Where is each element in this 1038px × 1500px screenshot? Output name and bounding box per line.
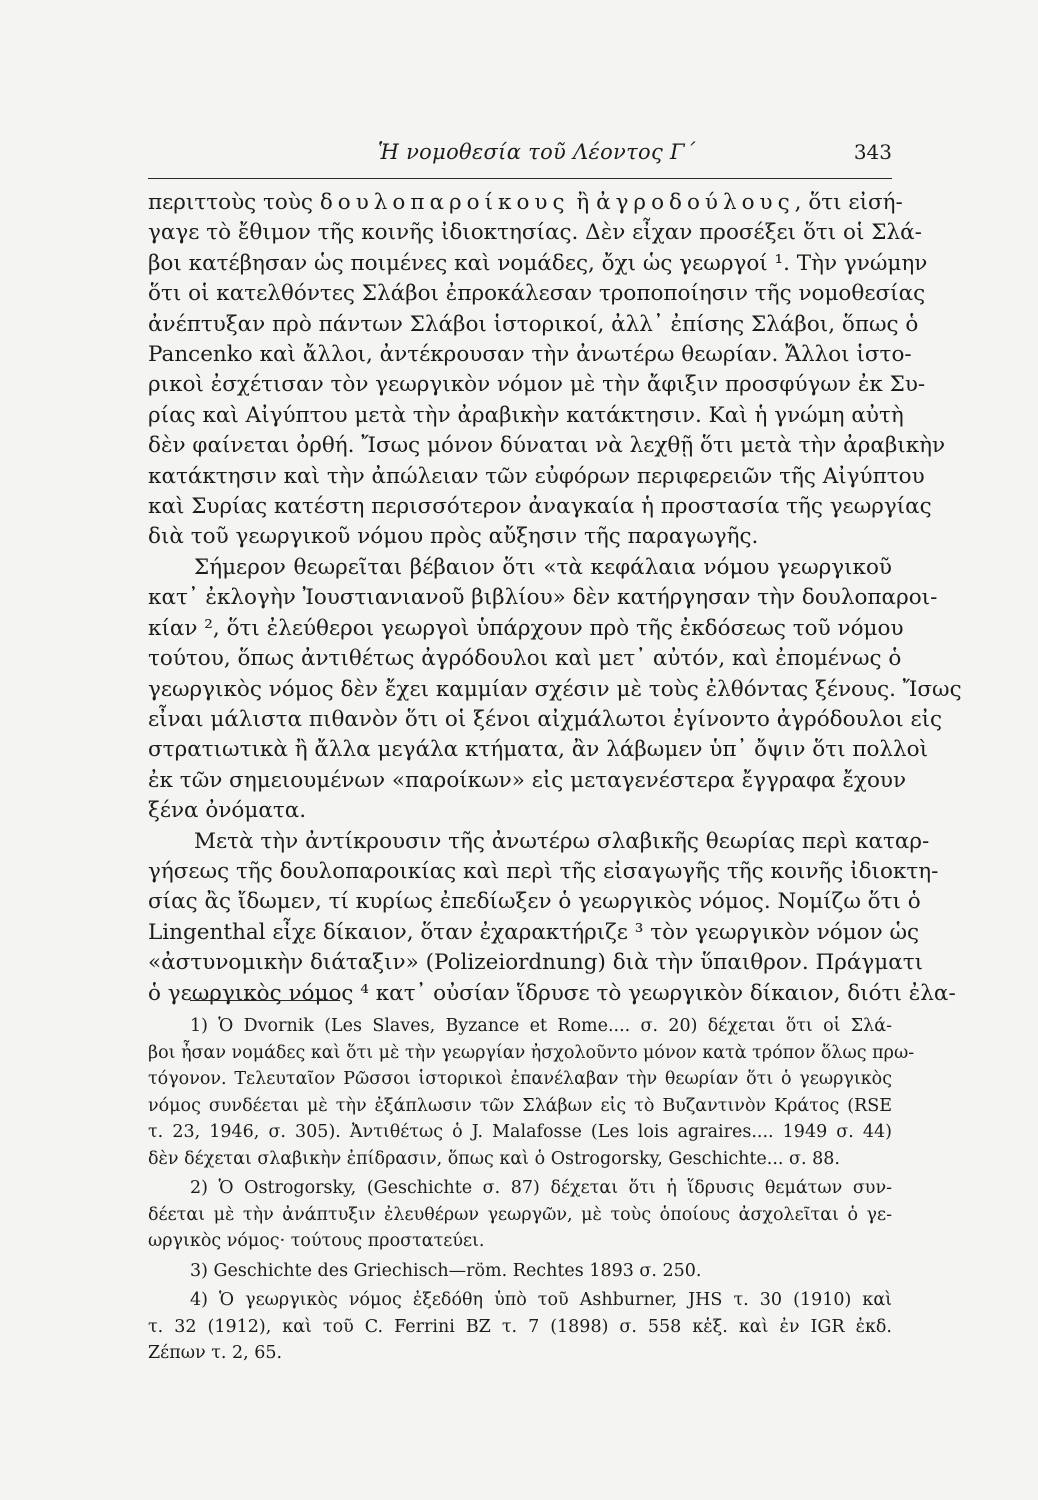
text-line: εἶναι μάλιστα πιθανὸν ὅτι οἱ ξένοι αἰχμάλωτοι ἐγίνοντο ἀγρόδουλοι εἰς	[148, 706, 943, 732]
footnote-4	[148, 1287, 892, 1367]
text-line: Μετὰ τὴν ἀντίκρουσιν τῆς ἀνωτέρω σλαβικῆς θεωρίας περὶ καταρ-	[194, 828, 930, 854]
text-line: Σήμερον θεωρεῖται βέβαιον ὅτι «τὰ κεφάλαια νόμου γεωργικοῦ	[194, 554, 892, 580]
footnote-3	[148, 1258, 892, 1285]
text-line: γαγε τὸ ἔθιμον τῆς κοινῆς ἰδιοκτησίας. Δὲν εἶχαν προσέξει ὅτι οἱ Σλά-	[148, 220, 922, 246]
text-line: ἀνέπτυξαν πρὸ πάντων Σλάβοι ἱστορικοί, ἀλλ᾽ ἐπίσης Σλάβοι, ὅπως ὁ	[148, 311, 919, 337]
running-title: Ἡ νομοθεσία τοῦ Λέοντος Γ´	[378, 140, 696, 164]
footnote-line: 1) Ὁ Dvornik (Les Slaves, Byzance et Rome.... σ. 20) δέχεται ὅτι οἱ Σλά-	[190, 1016, 892, 1036]
text-line: ρίας καὶ Αἰγύπτου μετὰ τὴν ἀραβικὴν κατάκτησιν. Καὶ ἡ γνώμη αὐτὴ	[148, 402, 904, 428]
footnotes	[148, 1013, 915, 1370]
text-line: ἐκ τῶν σημειουμένων «παροίκων» εἰς μεταγενέστερα ἔγγραφα ἔχουν	[148, 767, 907, 793]
text-line: στρατιωτικὰ ἢ ἄλλα μεγάλα κτήματα, ἂν λάβωμεν ὑπ᾽ ὄψιν ὅτι πολλοὶ	[148, 737, 929, 763]
header-rule	[148, 178, 892, 179]
text-line: «ἀστυνομικὴν διάταξιν» (Polizeiordnung) διὰ τὴν ὕπαιθρον. Πράγματι	[148, 950, 924, 976]
footnote-line: δέεται μὲ τὴν ἀνάπτυξιν ἐλευθέρων γεωργῶν, μὲ τοὺς ὁποίους ἀσχολεῖται ὁ γε-	[148, 1204, 892, 1225]
text-line: γήσεως τῆς δουλοπαροικίας καὶ περὶ τῆς εἰσαγωγῆς τῆς κοινῆς ἰδιοκτη-	[148, 858, 939, 884]
text-line: καὶ Συρίας κατέστη περισσότερον ἀναγκαία ἡ προστασία τῆς γεωργίας	[148, 494, 932, 520]
text-line: Lingenthal εἶχε δίκαιον, ὅταν ἐχαρακτήριζε ³ τὸν γεωργικὸν νόμον ὡς	[148, 919, 920, 945]
text-line: σίας ἂς ἴδωμεν, τί κυρίως ἐπεδίωξεν ὁ γεωργικὸς νόμος. Νομίζω ὅτι ὁ	[148, 889, 921, 915]
text-line: κίαν ², ὅτι ἐλεύθεροι γεωργοὶ ὑπάρχουν πρὸ τῆς ἐκδόσεως τοῦ νόμου	[148, 615, 904, 641]
footnote-line: τ. 32 (1912), καὶ τοῦ C. Ferrini BZ τ. 7 (1898) σ. 558 κἑξ. καὶ ἐν IGR ἐκδ.	[148, 1316, 892, 1337]
text-line: διὰ τοῦ γεωργικοῦ νόμου πρὸς αὔξησιν τῆς παραγωγῆς.	[148, 524, 759, 550]
footnote-line: τ. 23, 1946, σ. 305). Ἀντιθέτως ὁ J. Malafosse (Les lois agraires.... 1949 σ. 44)	[148, 1122, 892, 1142]
text-line: τούτου, ὅπως ἀντιθέτως ἀγρόδουλοι καὶ μετ᾽ αὐτόν, καὶ ἐπομένως ὁ	[148, 646, 902, 672]
text-line: ρικοὶ ἐσχέτισαν τὸν γεωργικὸν νόμον μὲ τὴν ἄφιξιν προσφύγων ἐκ Συ-	[148, 372, 926, 398]
text-line: κατάκτησιν καὶ τὴν ἀπώλειαν τῶν εὐφόρων περιφερειῶν τῆς Αἰγύπτου	[148, 463, 925, 489]
footnote-line: 2) Ὁ Ostrogorsky, (Geschichte σ. 87) δέχεται ὅτι ἡ ἵδρυσις θεμάτων συν-	[190, 1178, 892, 1198]
footnote-line: Ζέπων τ. 2, 65.	[148, 1343, 283, 1363]
text-line: κατ᾽ ἐκλογὴν Ἰουστιανιανοῦ βιβλίου» δὲν κατήργησαν τὴν δουλοπαροι-	[148, 585, 938, 611]
footnote-line: τόγονον. Τελευταῖον Ρῶσσοι ἱστορικοὶ ἐπανέλαβαν τὴν θεωρίαν ὅτι ὁ γεωργικὸς	[148, 1069, 892, 1089]
text-line: Pancenko καὶ ἄλλοι, ἀντέκρουσαν τὴν ἀνωτέρω θεωρίαν. Ἄλλοι ἱστο-	[148, 342, 912, 368]
footnote-line: νόμος συνδέεται μὲ τὴν ἐξάπλωσιν τῶν Σλάβων εἰς τὸ Βυζαντινὸν Κράτος (RSE	[148, 1095, 892, 1116]
text-line: γεωργικὸς νόμος δὲν ἔχει καμμίαν σχέσιν μὲ τοὺς ἐλθόντας ξένους. Ἴσως	[148, 676, 962, 702]
footnote-1	[148, 1013, 915, 1172]
footnote-line: 3) Geschichte des Griechisch—röm. Rechtes 1893 σ. 250.	[190, 1260, 702, 1281]
text-line: δὲν φαίνεται ὀρθή. Ἴσως μόνον δύναται νὰ λεχθῇ ὅτι μετὰ τὴν ἀραβικὴν	[148, 433, 946, 459]
page-header	[148, 134, 892, 174]
footnote-line: δὲν δέχεται σλαβικὴν ἐπίδρασιν, ὅπως καὶ ὁ Ostrogorsky, Geschichte... σ. 88.	[148, 1148, 840, 1169]
text-line: περιττοὺς τοὺς δουλοπαροίκους ἢ ἀγροδούλους, ὅτι εἰσή-	[148, 190, 903, 215]
text-line: ὁ γεωργικὸς νόμος ⁴ κατ᾽ οὐσίαν ἵδρυσε τὸ γεωργικὸν δίκαιον, διότι ἐλα-	[148, 980, 956, 1006]
footnote-line: ωργικὸς νόμος· τούτους προστατεύει.	[148, 1231, 485, 1251]
page-number: 343	[853, 140, 892, 164]
footnote-2	[148, 1175, 892, 1255]
text-line: ὅτι οἱ κατελθόντες Σλάβοι ἐπροκάλεσαν τροποποίησιν τῆς νομοθεσίας	[148, 281, 926, 307]
footnote-line: βοι ἦσαν νομάδες καὶ ὅτι μὲ τὴν γεωργίαν ἠσχολοῦντο μόνον κατὰ τρόπον ὅλως πρω-	[148, 1042, 915, 1063]
footnote-line: 4) Ὁ γεωργικὸς νόμος ἐξεδόθη ὑπὸ τοῦ Ashburner, JHS τ. 30 (1910) καὶ	[190, 1290, 892, 1310]
text-line: ξένα ὀνόματα.	[148, 798, 307, 824]
body-text	[148, 188, 962, 1009]
footnote-rule	[190, 1000, 340, 1001]
text-line: βοι κατέβησαν ὡς ποιμένες καὶ νομάδες, ὄχι ὡς γεωργοί ¹. Τὴν γνώμην	[148, 250, 928, 276]
